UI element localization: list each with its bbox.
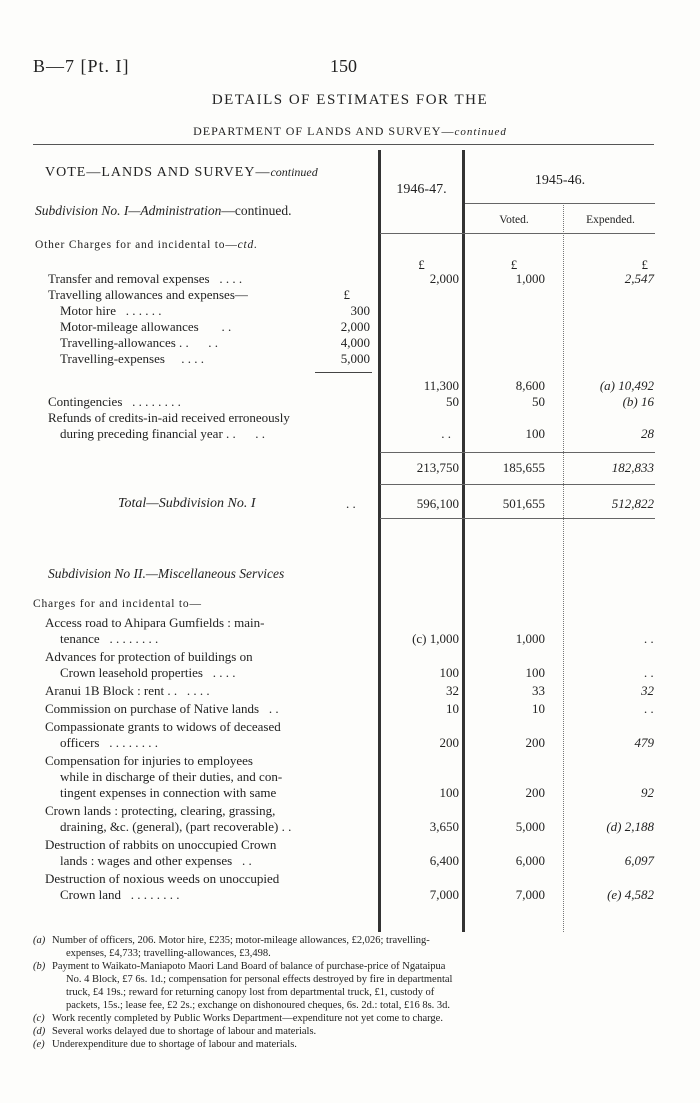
- misc-item-label: lands : wages and other expenses . .: [60, 853, 252, 868]
- footnote-mark: (d): [33, 1026, 46, 1037]
- row-travelling-label: Travelling allowances and expenses—: [48, 287, 248, 302]
- currency-col-2: £: [510, 257, 518, 272]
- travel-item-amount: 4,000: [340, 335, 370, 350]
- misc-item-label: Access road to Ahipara Gumfields : main-: [45, 615, 265, 630]
- misc-item-label: Commission on purchase of Native lands . .: [45, 701, 279, 716]
- vote-title: VOTE—LANDS AND SURVEY—continued: [45, 165, 318, 180]
- misc-item-expended: . .: [644, 701, 654, 716]
- misc-item-label: Compassionate grants to widows of deceased: [45, 719, 281, 734]
- footnote-text: No. 4 Block, £7 6s. 1d.; compensation for personal effects destroyed by fire in departmental: [66, 974, 453, 985]
- row-contingencies-1946-47: 50: [446, 394, 459, 409]
- col-1945-46-header: 1945-46.: [534, 173, 586, 188]
- row-travelling-expended: (a) 10,492: [599, 378, 654, 393]
- misc-item-1946-47: 7,000: [429, 887, 459, 902]
- row-contingencies-voted: 50: [532, 394, 545, 409]
- footnote-mark: (a): [33, 935, 46, 946]
- subtotal-bottom-rule: [380, 484, 655, 485]
- row-transfer-expended: 2,547: [624, 271, 654, 286]
- travel-item-amount: 2,000: [340, 319, 370, 334]
- misc-item-expended: 479: [634, 735, 654, 750]
- document-reference: B—7 [Pt. I]: [33, 56, 130, 76]
- footnote-text: Several works delayed due to shortage of labour and materials.: [52, 1026, 317, 1037]
- misc-item-label: Crown leasehold properties . . . .: [60, 665, 236, 680]
- misc-item-label: Destruction of rabbits on unoccupied Crown: [45, 837, 277, 852]
- col-1946-47-header: 1946-47.: [396, 182, 447, 197]
- misc-item-expended: . .: [644, 665, 654, 680]
- misc-item-label: Crown lands : protecting, clearing, grassing,: [45, 803, 276, 818]
- footnote-mark: (e): [33, 1039, 45, 1050]
- misc-item-label: tingent expenses in connection with same: [60, 785, 277, 800]
- page-title: DETAILS OF ESTIMATES FOR THE: [211, 92, 489, 108]
- misc-item-label: Destruction of noxious weeds on unoccupied: [45, 871, 280, 886]
- row-transfer-1946-47: 2,000: [429, 271, 459, 286]
- title-rule: [33, 144, 654, 145]
- footnote-text: Underexpenditure due to shortage of labour and materials.: [52, 1039, 297, 1050]
- total-1946-47: 596,100: [416, 496, 459, 511]
- misc-item-expended: (d) 2,188: [606, 819, 654, 834]
- footnote-mark: (b): [33, 961, 46, 972]
- total-voted: 501,655: [502, 496, 545, 511]
- misc-item-1946-47: 32: [446, 683, 459, 698]
- other-charges-heading: Other Charges for and incidental to—ctd.: [35, 239, 258, 251]
- footnote-text: expenses, £4,733; travelling-allowances, £3,498.: [66, 948, 271, 959]
- misc-item-label: tenance . . . . . . . .: [60, 631, 159, 646]
- page-number: 150: [330, 56, 357, 76]
- col-voted-header: Voted.: [499, 214, 529, 226]
- inner-currency: £: [343, 287, 350, 302]
- misc-item-label: Advances for protection of buildings on: [45, 649, 253, 664]
- row-refunds-label: Refunds of credits-in-aid received erroneously: [48, 410, 290, 425]
- misc-item-expended: 92: [641, 785, 654, 800]
- subtotal-1946-47: 213,750: [416, 460, 459, 475]
- total-bottom-rule: [380, 518, 655, 519]
- currency-col-3: £: [641, 257, 648, 272]
- misc-item-label: officers . . . . . . . .: [60, 735, 158, 750]
- misc-item-1946-47: (c) 1,000: [412, 631, 459, 646]
- column-divider-3: [563, 205, 564, 932]
- misc-item-expended: (e) 4,582: [607, 887, 654, 902]
- misc-item-voted: 5,000: [515, 819, 545, 834]
- subtotal-voted: 185,655: [502, 460, 545, 475]
- footnote-text: Payment to Waikato-Maniapoto Maori Land Board of balance of purchase-price of Ngataipua: [52, 961, 446, 972]
- misc-item-label: while in discharge of their duties, and con-: [60, 769, 283, 784]
- travel-item-amount: 300: [350, 303, 370, 318]
- misc-item-label: Compensation for injuries to employees: [45, 753, 253, 768]
- row-contingencies-expended: (b) 16: [622, 394, 654, 409]
- misc-item-expended: 6,097: [624, 853, 654, 868]
- misc-item-1946-47: 10: [446, 701, 459, 716]
- subdivision-1-heading: Subdivision No. I—Administration—continued.: [35, 203, 292, 218]
- column-header-rule: [380, 233, 655, 234]
- inner-sum-rule: [315, 372, 372, 373]
- misc-item-voted: 1,000: [515, 631, 545, 646]
- subtotal-expended: 182,833: [611, 460, 654, 475]
- misc-item-voted: 200: [525, 785, 545, 800]
- misc-item-label: Aranui 1B Block : rent . . . . . .: [45, 683, 210, 698]
- travel-item-label: Travelling-expenses . . . .: [60, 351, 204, 366]
- misc-item-1946-47: 6,400: [429, 853, 459, 868]
- subdivision-2-heading: Subdivision No II.—Miscellaneous Services: [48, 566, 285, 581]
- misc-item-voted: 100: [525, 665, 545, 680]
- footnote-mark: (c): [33, 1013, 45, 1024]
- misc-item-expended: . .: [644, 631, 654, 646]
- misc-item-voted: 6,000: [515, 853, 545, 868]
- misc-item-voted: 10: [532, 701, 545, 716]
- travel-item-label: Motor hire . . . . . .: [60, 303, 162, 318]
- misc-item-1946-47: 100: [439, 785, 459, 800]
- page-subtitle: DEPARTMENT OF LANDS AND SURVEY—continued: [193, 124, 507, 138]
- travel-item-label: Motor-mileage allowances . .: [60, 319, 232, 334]
- group-header-rule: [465, 203, 655, 204]
- footnote-text: Work recently completed by Public Works Department—expenditure not yet come to charge.: [52, 1013, 443, 1024]
- col-expended-header: Expended.: [586, 214, 635, 226]
- row-transfer-voted: 1,000: [515, 271, 545, 286]
- footnote-text: truck, £4 19s.; reward for returning canopy lost from departmental truck, £1, custody of: [66, 987, 435, 998]
- row-travelling-1946-47: 11,300: [423, 378, 459, 393]
- row-refunds-voted: 100: [525, 426, 545, 441]
- row-transfer-label: Transfer and removal expenses . . . .: [48, 271, 243, 286]
- subtotal-top-rule: [380, 452, 655, 453]
- misc-item-voted: 200: [525, 735, 545, 750]
- currency-col-1: £: [418, 257, 425, 272]
- misc-item-1946-47: 200: [439, 735, 459, 750]
- footnote-text: Number of officers, 206. Motor hire, £235; motor-mileage allowances, £2,026; travelling-: [52, 935, 430, 946]
- misc-item-label: Crown land . . . . . . . .: [60, 887, 180, 902]
- row-contingencies-label: Contingencies . . . . . . . .: [48, 394, 181, 409]
- charges-heading: Charges for and incidental to—: [33, 598, 202, 610]
- misc-item-1946-47: 3,650: [429, 819, 459, 834]
- row-refunds-1946-47: . .: [441, 426, 451, 441]
- misc-item-label: draining, &c. (general), (part recoverable) . .: [60, 819, 292, 834]
- misc-item-voted: 7,000: [515, 887, 545, 902]
- travel-item-label: Travelling-allowances . . . .: [60, 335, 219, 350]
- misc-item-1946-47: 100: [439, 665, 459, 680]
- row-travelling-voted: 8,600: [515, 378, 545, 393]
- row-refunds-label-cont: during preceding financial year . . . .: [60, 426, 266, 441]
- total-subdivision-1-label: Total—Subdivision No. I: [118, 496, 256, 511]
- total-expended: 512,822: [611, 496, 654, 511]
- footnote-text: packets, 15s.; lease fee, £2 2s.; exchange on dishonoured cheques, 6s. 2d.: total, £16 8s. 3d.: [66, 1000, 451, 1011]
- misc-item-voted: 33: [532, 683, 545, 698]
- total-dots: . .: [346, 496, 356, 511]
- misc-item-expended: 32: [641, 683, 654, 698]
- row-refunds-expended: 28: [641, 426, 654, 441]
- travel-item-amount: 5,000: [340, 351, 370, 366]
